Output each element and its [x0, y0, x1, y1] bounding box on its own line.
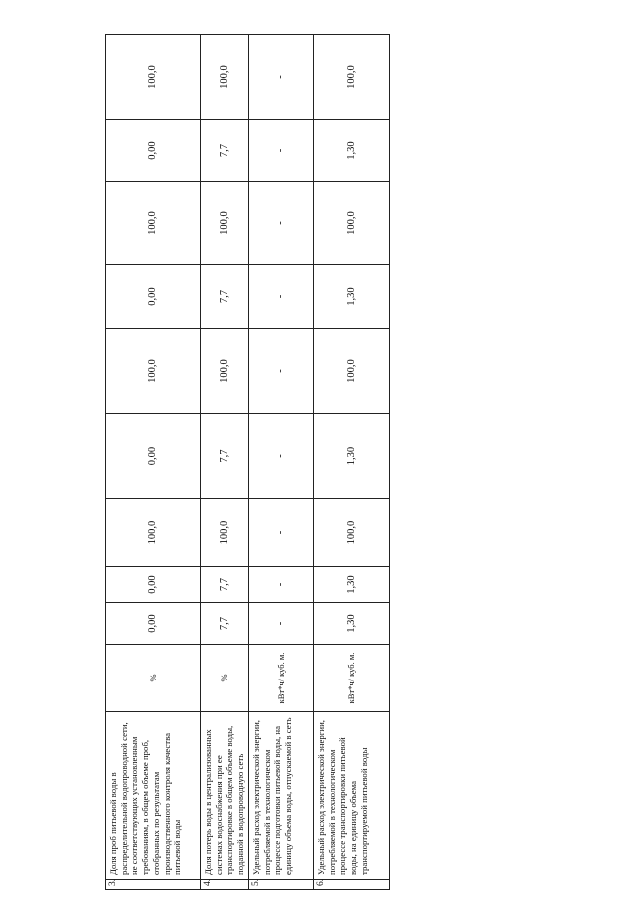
indicators-table — [105, 0, 390, 890]
indicator-value: 7,7 — [201, 120, 249, 182]
indicator-value: - — [248, 329, 313, 414]
indicator-value: - — [248, 35, 313, 120]
indicator-value: 100,0 — [313, 35, 389, 120]
row-number: 3. — [106, 880, 201, 890]
indicator-unit: кВт*ч/ куб. м. — [313, 645, 389, 712]
indicator-value: - — [248, 499, 313, 567]
indicator-value: - — [248, 120, 313, 182]
rotated-page — [105, 18, 385, 890]
indicator-unit: кВт*ч/ куб. м. — [248, 645, 313, 712]
indicator-value: 100,0 — [201, 499, 249, 567]
indicator-value: 0,00 — [106, 567, 201, 603]
indicator-value: 0,00 — [106, 265, 201, 329]
indicator-name: Удельный расход электрической энергии, потребляемой в технологическом процессе подготовки питьевой воды, на единицу объема воды, отпускаемой в сеть — [248, 712, 313, 880]
indicator-value: - — [248, 603, 313, 645]
row-number: 6. — [313, 880, 389, 890]
indicator-value: - — [248, 182, 313, 265]
indicator-value: 1,30 — [313, 603, 389, 645]
table-row — [106, 0, 201, 890]
indicator-value: - — [248, 567, 313, 603]
indicator-value: 100,0 — [106, 499, 201, 567]
indicator-value: 0,00 — [106, 603, 201, 645]
indicator-value: 1,30 — [313, 567, 389, 603]
indicator-value: 7,7 — [201, 265, 249, 329]
row-number: 4. — [201, 880, 249, 890]
indicator-value: 100,0 — [313, 182, 389, 265]
indicator-unit: % — [201, 645, 249, 712]
indicator-value: 100,0 — [201, 329, 249, 414]
indicator-value: 1,30 — [313, 120, 389, 182]
indicator-name: Доля потерь воды в централизованных системах водоснабжения при ее транспортировке в общем объеме воды, поданной в водопроводную сеть — [201, 712, 249, 880]
indicator-value: 7,7 — [201, 414, 249, 499]
indicator-value: 7,7 — [201, 603, 249, 645]
table-row — [248, 0, 313, 890]
indicator-value: 100,0 — [313, 329, 389, 414]
indicator-value: 1,30 — [313, 265, 389, 329]
indicator-value: - — [248, 414, 313, 499]
indicator-value: 100,0 — [106, 329, 201, 414]
indicator-value: - — [248, 265, 313, 329]
indicator-value: 7,7 — [201, 567, 249, 603]
indicator-unit: % — [106, 645, 201, 712]
row-number: 5. — [248, 880, 313, 890]
indicator-name: Доля проб питьевой воды в распределительной водопроводной сети, не соответствующих установленным требованиям, в общем объеме проб, отобранных по результатам производственного контроля качества питьевой воды — [106, 712, 201, 880]
indicator-value: 0,00 — [106, 414, 201, 499]
indicator-name: Удельный расход электрической энергии, потребляемой в технологическом процессе транспортировки питьевой воды, на единицу объема транспортируемой питьевой воды — [313, 712, 389, 880]
indicator-value: 100,0 — [201, 182, 249, 265]
indicator-value: 100,0 — [201, 35, 249, 120]
table-row — [201, 0, 249, 890]
indicator-value: 100,0 — [106, 182, 201, 265]
indicator-value: 100,0 — [106, 35, 201, 120]
indicator-value: 1,30 — [313, 414, 389, 499]
table-row — [313, 0, 389, 890]
indicator-value: 100,0 — [313, 499, 389, 567]
indicator-value: 0,00 — [106, 120, 201, 182]
